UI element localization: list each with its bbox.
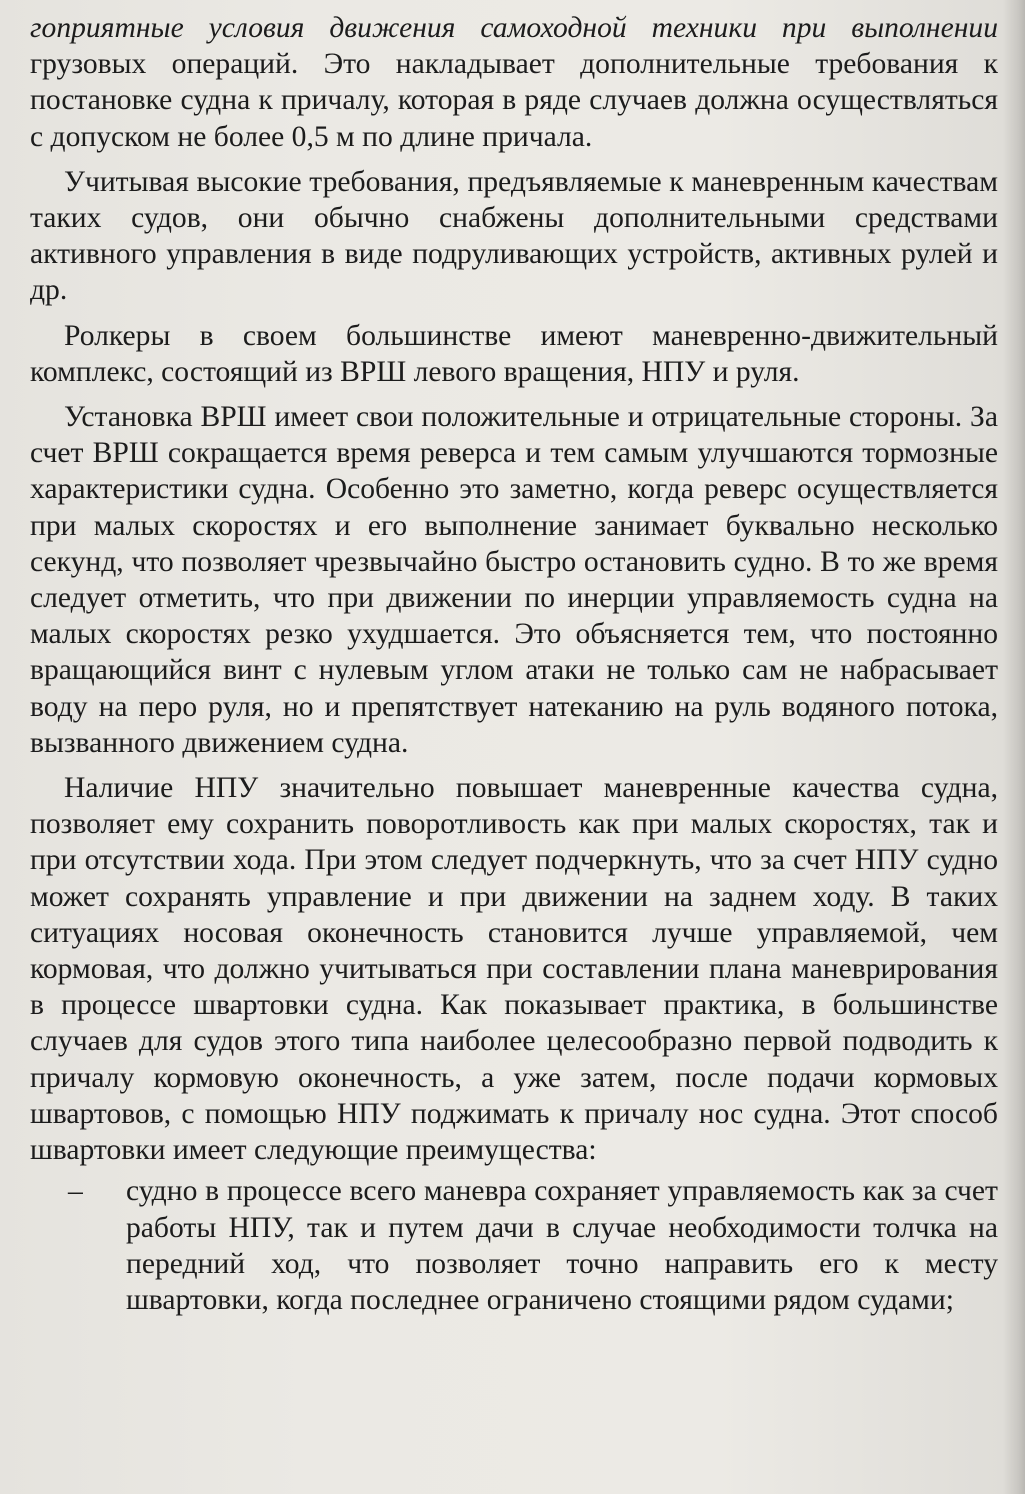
list-dash: – [68,1175,83,1208]
advantages-list [30,1173,998,1318]
page-text [30,10,998,1318]
paragraph-cpp-installation: Установка ВРШ имеет свои положительные и отрицательные стороны. За счет ВРШ сокращается время реверса и тем самым улучшаются тормозные характеристики судна. Особенно это заметно, когда реверс осуществляется при малых скоростях и его выполнение занимает буквально несколько секунд, что позволяет чрезвычайно быстро остановить судно. В то же время следует отметить, что при движении по инерции управляемость судна на малых скоростях резко ухудшается. Это объясняется тем, что постоянно вращающийся винт с нулевым углом атаки не только сам не набрасывает воду на перо руля, но и препятствует натеканию на руль водяного потока, вызванного движением судна. [30,401,998,759]
paragraph-roro-propulsion: Ролкеры в своем большинстве имеют маневренно-движительный комплекс, состоящий из ВРШ левого вращения, НПУ и руля. [30,319,998,388]
paragraph-continuation-regular: грузовых операций. Это накладывает дополнительные требования к постановке судна к причалу, которая в ряде случаев должна осуществляться с допуском не более 0,5 м по длине причала. [30,48,998,153]
paragraph-continuation-italic: гоприятные условия движения самоходной техники при выполнении [30,12,998,44]
list-item-text: судно в процессе всего маневра сохраняет управляемость как за счет работы НПУ, так и путем дачи в случае необходимости толчка на передний ход, что позволяет точно направить его к месту швартовки, когда последнее ограничено стоящими рядом судами; [126,1175,998,1316]
page-spine-shadow [1003,0,1025,1494]
paragraph-continuation [30,10,998,155]
paragraph-maneuverability-requirements: Учитывая высокие требования, предъявляемые к маневренным качествам таких судов, они обычно снабжены дополнительными средствами активного управления в виде подруливающих устройств, активных рулей и др. [30,165,998,307]
list-item [30,1173,998,1318]
paragraph-bow-thruster: Наличие НПУ значительно повышает маневренные качества судна, позволяет ему сохранить поворотливость как при малых скоростях, так и при отсутствии хода. При этом следует подчеркнуть, что за счет НПУ судно может сохранять управление и при движении на заднем ходу. В таких ситуациях носовая оконечность становится лучше управляемой, чем кормовая, что должно учитываться при составлении плана маневрирования в процессе швартовки судна. Как показывает практика, в большинстве случаев для судов этого типа наиболее целесообразно первой подводить к причалу кормовую оконечность, а уже затем, после подачи кормовых швартовов, с помощью НПУ поджимать к причалу нос судна. Этот способ швартовки имеет следующие преимущества: [30,772,998,1167]
